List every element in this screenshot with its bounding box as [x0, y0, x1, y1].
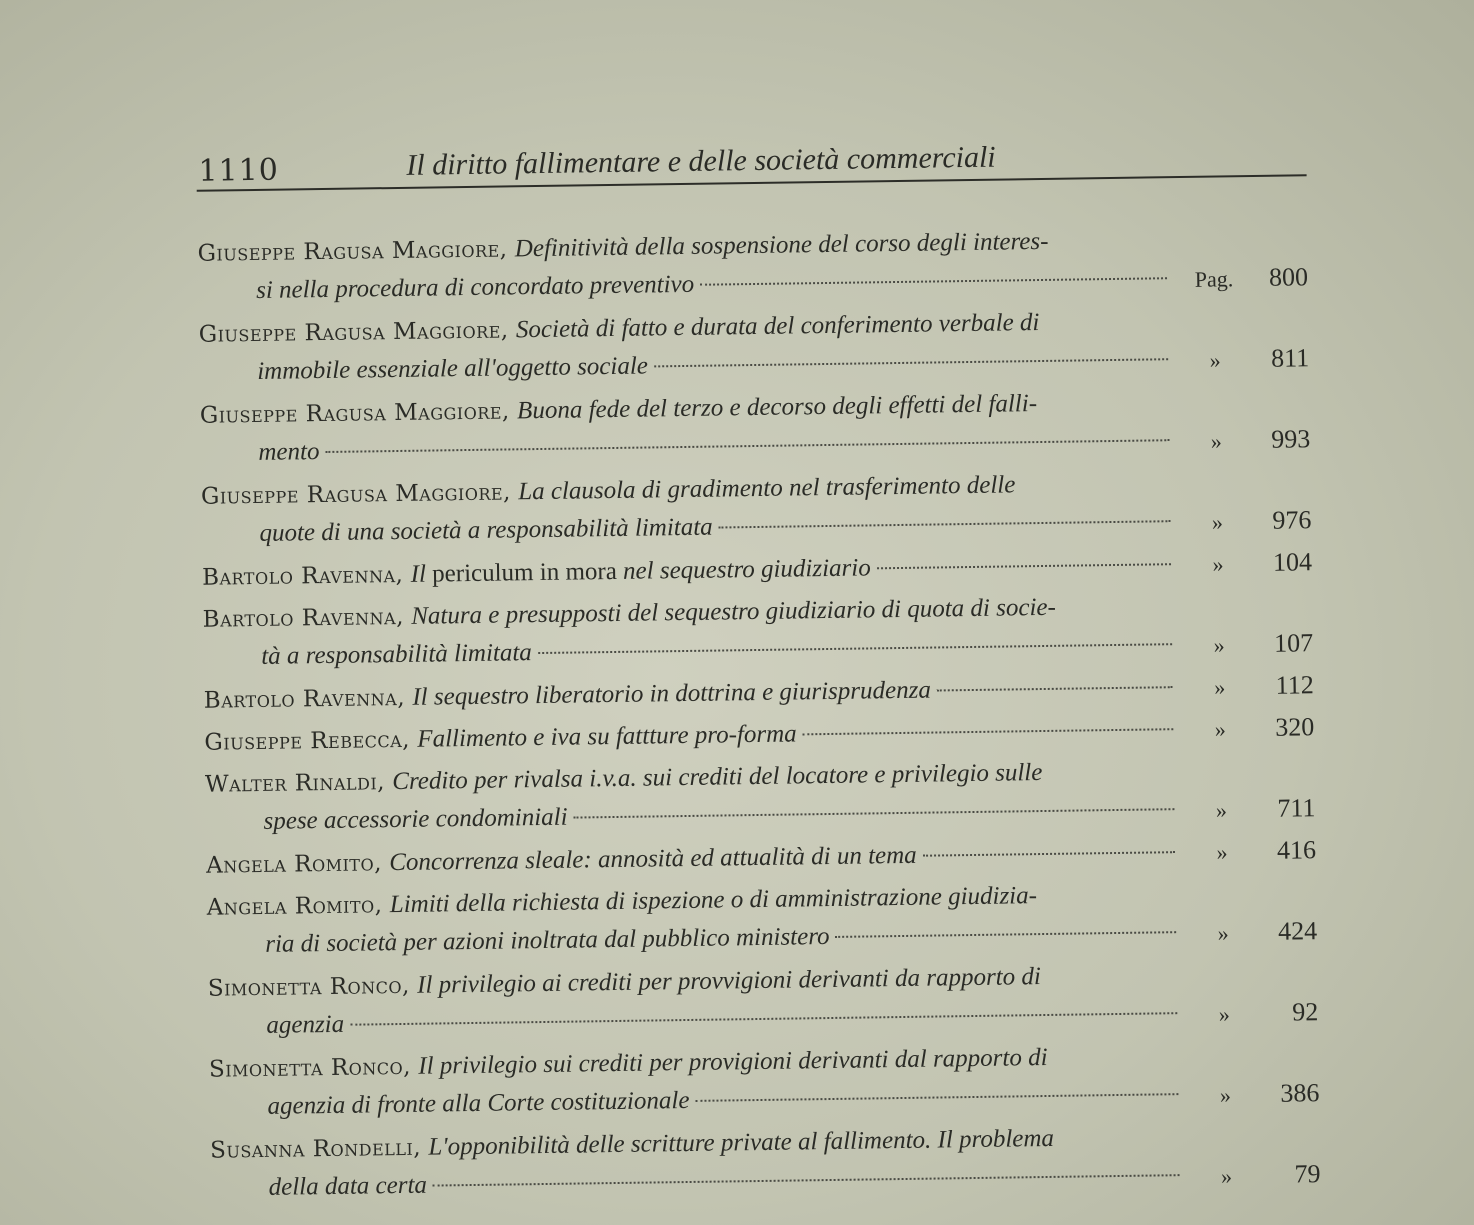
page-ref: 107	[1273, 628, 1314, 658]
page-ref: 800	[1268, 262, 1309, 292]
entry-author: Walter Rinaldi,	[204, 769, 386, 798]
entry-author: Simonetta Ronco,	[208, 1053, 412, 1083]
entry-title-cont: nel sequestro giudiziario	[622, 554, 871, 585]
entry-title: Credito per rivalsa i.v.a. sui crediti del locatore e privilegio sulle	[392, 759, 1043, 796]
leader-dots	[654, 358, 1168, 367]
entry-author: Giuseppe Ragusa Maggiore,	[198, 317, 509, 348]
entry-title-cont: ria di società per azioni inoltrata dal pubblico ministero	[265, 923, 830, 958]
entry-title-cont: agenzia di fronte alla Corte costituzionale	[267, 1086, 690, 1120]
page-mark: »	[1215, 797, 1228, 823]
entry-author: Giuseppe Rebecca,	[204, 726, 411, 756]
entry-author: Simonetta Ronco,	[207, 972, 411, 1002]
page-ref: 92	[1292, 997, 1319, 1027]
entry-title-cont: tà a responsabilità limitata	[261, 639, 533, 670]
index-entry	[197, 219, 1308, 311]
entry-author: Bartolo Ravenna,	[202, 603, 405, 633]
page-ref: 416	[1276, 835, 1317, 865]
leader-dots	[877, 563, 1171, 569]
leader-dots	[350, 1012, 1177, 1026]
index-entry	[205, 750, 1316, 842]
index-entry	[210, 1116, 1321, 1208]
index-entry	[200, 381, 1311, 473]
page-mark: »	[1211, 509, 1224, 535]
entry-title: Limiti della richiesta di ispezione o di amministrazione giudizia-	[389, 882, 1038, 919]
entry-title-cont: quote di una società a responsabilità limitata	[259, 513, 713, 547]
entry-title-cont: agenzia	[266, 1010, 345, 1039]
entry-title-cont: si nella procedura di concordato preventivo	[255, 270, 695, 304]
entry-title: Fallimento e iva su fattture pro-forma	[417, 720, 797, 753]
page-ref: 104	[1272, 547, 1313, 577]
entry-title: La clausola di gradimento nel trasferimento delle	[518, 471, 1016, 506]
index-entry	[201, 462, 1312, 554]
page-header	[196, 134, 1306, 191]
page-ref: 424	[1277, 916, 1318, 946]
entry-title: Definitività della sospensione del corso degli interes-	[514, 227, 1049, 263]
entry-author: Angela Romito,	[206, 892, 383, 921]
page-mark: »	[1214, 674, 1226, 700]
index-entry	[202, 585, 1313, 677]
page-ref: 320	[1275, 712, 1315, 742]
index-entry	[208, 954, 1319, 1046]
page-ref: 811	[1270, 343, 1310, 373]
leader-dots	[937, 686, 1173, 691]
page-ref: 711	[1277, 793, 1316, 823]
book-page	[180, 124, 1325, 1200]
page-ref: 386	[1280, 1078, 1320, 1108]
leader-dots	[803, 728, 1174, 735]
entry-author: Susanna Rondelli,	[209, 1134, 422, 1164]
page-ref: 976	[1272, 505, 1312, 535]
page-mark: »	[1217, 920, 1229, 946]
running-title: Il diritto fallimentare e delle società commerciali	[406, 140, 996, 182]
entry-title: Il sequestro liberatorio in dottrina e giurisprudenza	[412, 676, 932, 711]
page-mark: »	[1219, 1082, 1232, 1108]
entry-title-latin: periculum in mora	[431, 557, 618, 588]
leader-dots	[433, 1174, 1180, 1186]
page-mark: »	[1213, 632, 1225, 658]
leader-dots	[923, 851, 1175, 857]
entry-title: Il privilegio sui crediti per provigioni derivanti dal rapporto di	[418, 1043, 1048, 1080]
entry-title: Concorrenza sleale: annosità ed attualità di un tema	[389, 841, 917, 877]
index-entries	[197, 219, 1321, 1212]
entry-author: Giuseppe Ragusa Maggiore,	[200, 479, 512, 510]
page-ref: 993	[1271, 424, 1311, 454]
entry-title-cont: mento	[258, 438, 320, 466]
page-mark: »	[1220, 1163, 1233, 1189]
page-mark: »	[1209, 347, 1221, 373]
index-entry	[209, 1035, 1320, 1127]
page-number: 1110	[198, 152, 280, 189]
entry-title-cont: immobile essenziale all'oggetto sociale	[257, 352, 649, 385]
leader-dots	[836, 931, 1177, 938]
leader-dots	[538, 643, 1172, 654]
leader-dots	[695, 1093, 1178, 1102]
entry-author: Bartolo Ravenna,	[203, 684, 406, 714]
entry-author: Giuseppe Ragusa Maggiore,	[199, 398, 510, 429]
index-entry	[198, 300, 1309, 392]
entry-title: L'opponibilità delle scritture private al fallimento. Il problema	[428, 1124, 1055, 1161]
entry-author: Giuseppe Ragusa Maggiore,	[197, 236, 508, 267]
page-ref: 79	[1294, 1159, 1321, 1189]
entry-title: Società di fatto e durata del conferimento verbale di	[515, 309, 1040, 344]
leader-dots	[325, 439, 1169, 453]
entry-author: Bartolo Ravenna,	[201, 561, 404, 591]
entry-author: Angela Romito,	[205, 850, 383, 879]
page-mark: »	[1216, 839, 1228, 865]
leader-dots	[700, 277, 1167, 286]
entry-title: Il	[410, 560, 427, 588]
leader-dots	[719, 520, 1171, 528]
entry-title-cont: spese accessorie condominiali	[263, 803, 568, 835]
page-ref: 112	[1275, 670, 1314, 700]
leader-dots	[574, 808, 1175, 818]
entry-title: Natura e presupposti del sequestro giudiziario di quota di socie-	[411, 593, 1057, 630]
index-entry	[206, 873, 1317, 965]
page-mark: Pag.	[1194, 266, 1234, 292]
page-mark: »	[1212, 551, 1224, 577]
entry-title-cont: della data certa	[268, 1171, 428, 1201]
page-mark: »	[1214, 716, 1226, 742]
entry-title: Buona fede del terzo e decorso degli effetti del falli-	[516, 390, 1038, 425]
entry-title: Il privilegio ai crediti per provvigioni derivanti da rapporto di	[416, 963, 1042, 999]
page-mark: »	[1218, 1001, 1230, 1027]
page-mark: »	[1210, 428, 1222, 454]
